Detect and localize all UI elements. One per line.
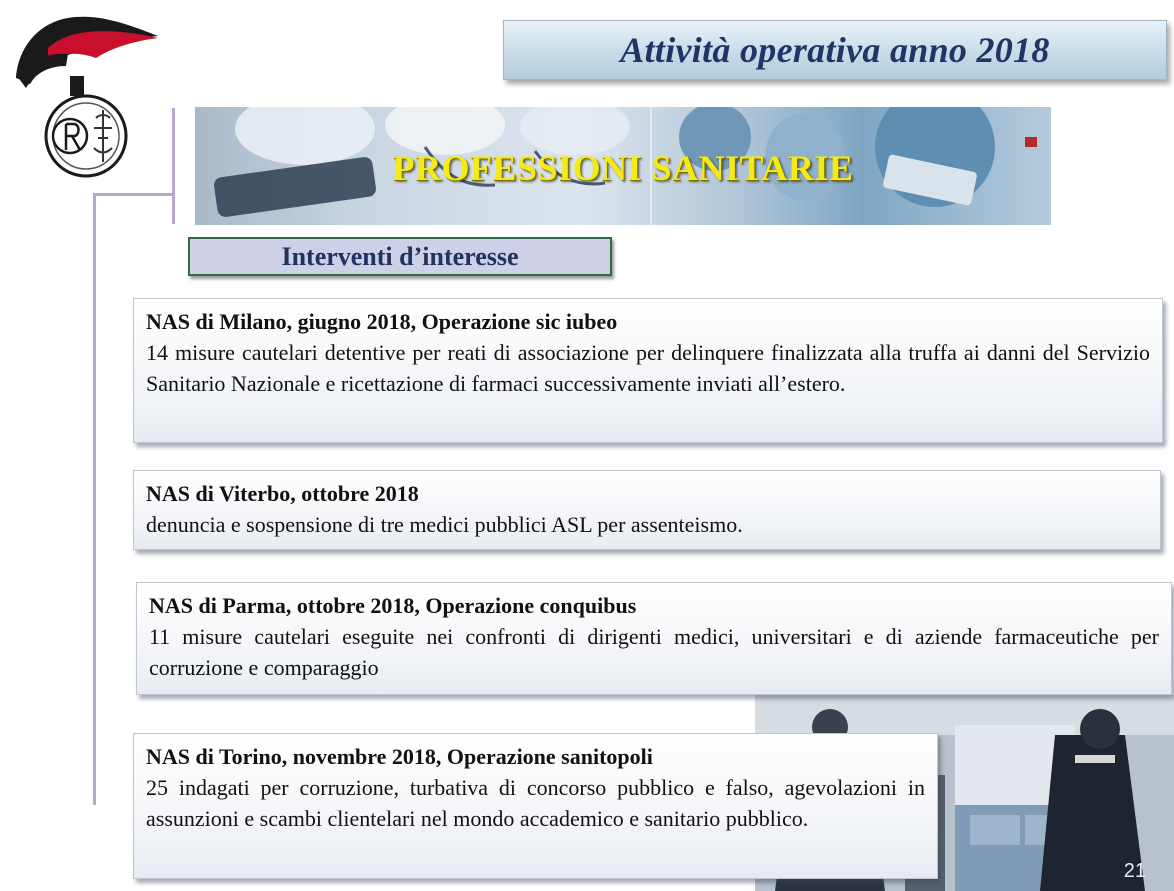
case-card-body: 25 indagati per corruzione, turbativa di concorso pubblico e falso, agevolazioni in assunzioni e scambi clientelari nel mondo accademico e sanitario pubblico. <box>146 775 925 831</box>
slide-title-box <box>503 20 1167 80</box>
case-card-body: 14 misure cautelari detentive per reati di associazione per delinquere finalizzata alla truffa ai danni del Servizio Sanitario Nazionale e ricettazione di farmaci successivamente inviati all’estero. <box>146 340 1150 396</box>
banner-title: PROFESSIONI SANITARIE <box>392 148 854 188</box>
page-number: 21 <box>1123 860 1146 882</box>
decorative-short-line <box>172 108 175 224</box>
case-card-body: 11 misure cautelari eseguite nei confronti di dirigenti medici, universitari e di aziende farmaceutiche per corruzione e comparaggio <box>149 624 1159 680</box>
case-card-title: NAS di Torino, novembre 2018, Operazione sanitopoli <box>146 744 653 769</box>
case-card-title: NAS di Milano, giugno 2018, Operazione sic iubeo <box>146 309 618 334</box>
decorative-vertical-line <box>93 193 96 805</box>
carabinieri-nas-logo-icon <box>8 8 170 178</box>
banner-image <box>195 107 1051 225</box>
section-subtitle: Interventi d’interesse <box>281 241 519 271</box>
case-card-viterbo <box>133 470 1161 550</box>
decorative-horizontal-line <box>93 193 175 196</box>
case-card-title: NAS di Viterbo, ottobre 2018 <box>146 481 419 506</box>
case-card-title: NAS di Parma, ottobre 2018, Operazione conquibus <box>149 593 637 618</box>
case-card-torino <box>133 733 938 879</box>
section-subtitle-box <box>188 237 612 276</box>
case-card-milano <box>133 298 1163 443</box>
slide-title: Attività operativa anno 2018 <box>620 30 1050 70</box>
case-card-body: denuncia e sospensione di tre medici pubblici ASL per assenteismo. <box>146 512 743 537</box>
case-card-parma <box>136 582 1172 695</box>
